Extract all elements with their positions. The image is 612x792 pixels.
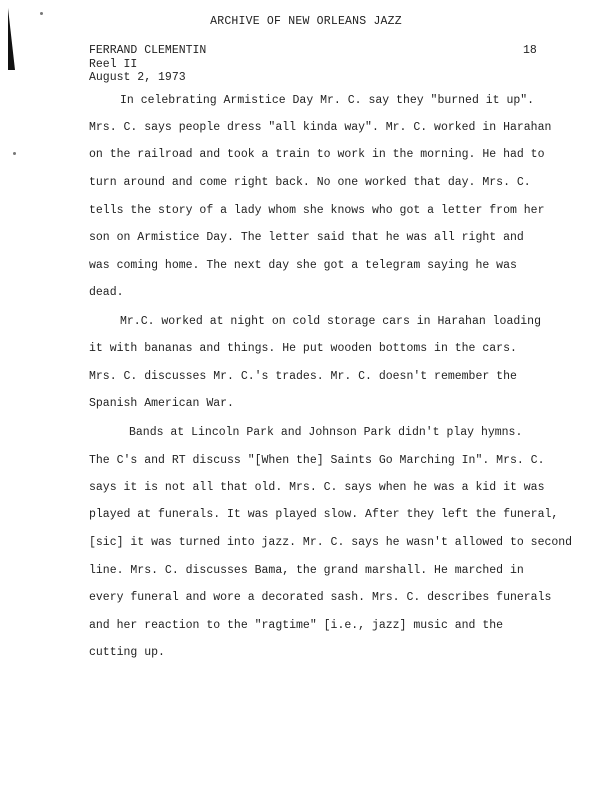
- transcript-line: Mrs. C. discusses Mr. C.'s trades. Mr. C. doesn't remember the: [89, 370, 517, 383]
- transcript-line: was coming home. The next day she got a telegram saying he was: [89, 259, 517, 272]
- transcript-line: dead.: [89, 286, 124, 299]
- scan-speck: [13, 152, 16, 155]
- archive-title: ARCHIVE OF NEW ORLEANS JAZZ: [210, 15, 402, 28]
- transcript-line: [sic] it was turned into jazz. Mr. C. says he wasn't allowed to second: [89, 536, 573, 549]
- transcript-line: every funeral and wore a decorated sash. Mrs. C. describes funerals: [89, 591, 552, 604]
- interview-header: [89, 44, 206, 85]
- transcript-line: Mr.C. worked at night on cold storage cars in Harahan loading: [120, 315, 541, 328]
- transcript-line: son on Armistice Day. The letter said that he was all right and: [89, 231, 524, 244]
- transcript-line: says it is not all that old. Mrs. C. says when he was a kid it was: [89, 481, 545, 494]
- interviewee-name: FERRAND CLEMENTIN: [89, 44, 207, 57]
- transcript-line: played at funerals. It was played slow. After they left the funeral,: [89, 508, 559, 521]
- transcript-line: and her reaction to the "ragtime" [i.e., jazz] music and the: [89, 619, 504, 632]
- transcript-line: cutting up.: [89, 646, 165, 659]
- transcript-line: Spanish American War.: [89, 397, 234, 410]
- transcript-line: tells the story of a lady whom she knows who got a letter from her: [89, 204, 545, 217]
- transcript-line: it with bananas and things. He put wooden bottoms in the cars.: [89, 342, 517, 355]
- transcript-line: line. Mrs. C. discusses Bama, the grand marshall. He marched in: [89, 564, 524, 577]
- transcript-line: In celebrating Armistice Day Mr. C. say they "burned it up".: [120, 94, 535, 107]
- page-number: 18: [523, 44, 537, 57]
- reel-label: Reel II: [89, 57, 138, 71]
- transcript-line: Bands at Lincoln Park and Johnson Park didn't play hymns.: [129, 426, 523, 439]
- transcript-line: Mrs. C. says people dress "all kinda way". Mr. C. worked in Harahan: [89, 121, 552, 134]
- transcript-line: turn around and come right back. No one worked that day. Mrs. C.: [89, 176, 531, 189]
- transcript-line: The C's and RT discuss "[When the] Saints Go Marching In". Mrs. C.: [89, 454, 545, 467]
- interview-date: August 2, 1973: [89, 71, 186, 84]
- transcript-line: on the railroad and took a train to work in the morning. He had to: [89, 148, 545, 161]
